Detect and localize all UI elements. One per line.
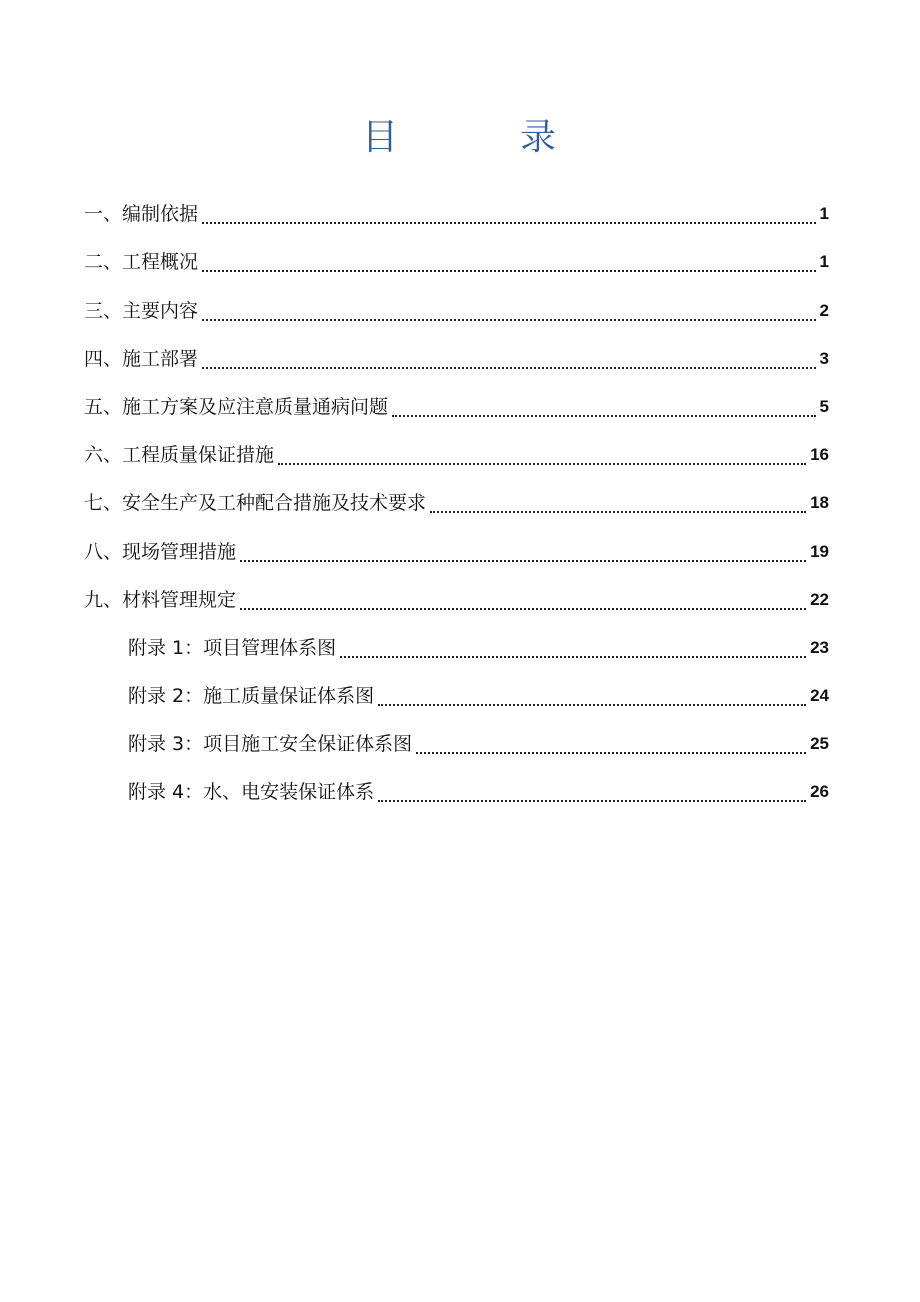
toc-entry-page: 18 bbox=[810, 493, 829, 513]
toc-entry-label: 六、工程质量保证措施 bbox=[84, 444, 275, 467]
toc-dot-leader bbox=[240, 608, 806, 610]
toc-entry-9[interactable] bbox=[84, 576, 829, 624]
toc-dot-leader bbox=[416, 752, 806, 754]
toc-entry-page: 19 bbox=[810, 541, 829, 561]
toc-entry-label: 三、主要内容 bbox=[84, 299, 199, 322]
toc-dot-leader bbox=[378, 704, 806, 706]
title-char-2: 录 bbox=[520, 117, 559, 158]
toc-entry-8[interactable] bbox=[84, 527, 829, 575]
toc-entry-label: 一、编制依据 bbox=[84, 203, 199, 226]
toc-entry-label: 四、施工部署 bbox=[84, 347, 199, 370]
toc-entry-page: 26 bbox=[810, 782, 829, 802]
toc-entry-7[interactable] bbox=[84, 479, 829, 527]
toc-dot-leader bbox=[278, 463, 806, 465]
toc-dot-leader bbox=[378, 800, 806, 802]
toc-dot-leader bbox=[340, 656, 806, 658]
toc-entry-5[interactable] bbox=[84, 383, 829, 431]
toc-entry-label: 八、现场管理措施 bbox=[84, 540, 237, 563]
page-title bbox=[0, 112, 920, 164]
toc-dot-leader bbox=[202, 222, 816, 224]
toc-entry-6[interactable] bbox=[84, 431, 829, 479]
toc-dot-leader bbox=[202, 367, 816, 369]
toc-appendix-3[interactable] bbox=[84, 720, 829, 768]
toc-entry-page: 25 bbox=[810, 734, 829, 754]
toc-entry-4[interactable] bbox=[84, 335, 829, 383]
toc-dot-leader bbox=[202, 319, 816, 321]
toc-entry-page: 22 bbox=[810, 589, 829, 609]
toc-entry-3[interactable] bbox=[84, 286, 829, 334]
toc-entry-page: 2 bbox=[819, 300, 829, 320]
toc-entry-label: 九、材料管理规定 bbox=[84, 588, 237, 611]
toc-dot-leader bbox=[240, 560, 806, 562]
toc-entry-page: 23 bbox=[810, 637, 829, 657]
toc-entry-page: 1 bbox=[819, 204, 829, 224]
toc-entry-label: 七、安全生产及工种配合措施及技术要求 bbox=[84, 492, 427, 515]
toc-dot-leader bbox=[430, 511, 806, 513]
toc-entry-label: 附录 2：施工质量保证体系图 bbox=[128, 685, 375, 708]
toc-dot-leader bbox=[392, 415, 816, 417]
toc-entry-page: 24 bbox=[810, 686, 829, 706]
toc-entry-2[interactable] bbox=[84, 238, 829, 286]
toc-dot-leader bbox=[202, 270, 816, 272]
toc-entry-label: 附录 3：项目施工安全保证体系图 bbox=[128, 733, 413, 756]
toc-entry-label: 附录 1：项目管理体系图 bbox=[128, 636, 337, 659]
toc-appendix-4[interactable] bbox=[84, 768, 829, 816]
toc-entry-label: 二、工程概况 bbox=[84, 251, 199, 274]
toc-entry-page: 16 bbox=[810, 445, 829, 465]
toc-appendix-2[interactable] bbox=[84, 672, 829, 720]
toc-entry-page: 1 bbox=[819, 252, 829, 272]
toc-entry-page: 5 bbox=[819, 396, 829, 416]
table-of-contents bbox=[84, 190, 829, 816]
toc-entry-label: 附录 4：水、电安装保证体系 bbox=[128, 781, 375, 804]
toc-entry-page: 3 bbox=[819, 348, 829, 368]
toc-appendix-1[interactable] bbox=[84, 624, 829, 672]
title-char-1: 目 bbox=[361, 117, 400, 158]
toc-entry-1[interactable] bbox=[84, 190, 829, 238]
toc-entry-label: 五、施工方案及应注意质量通病问题 bbox=[84, 395, 389, 418]
